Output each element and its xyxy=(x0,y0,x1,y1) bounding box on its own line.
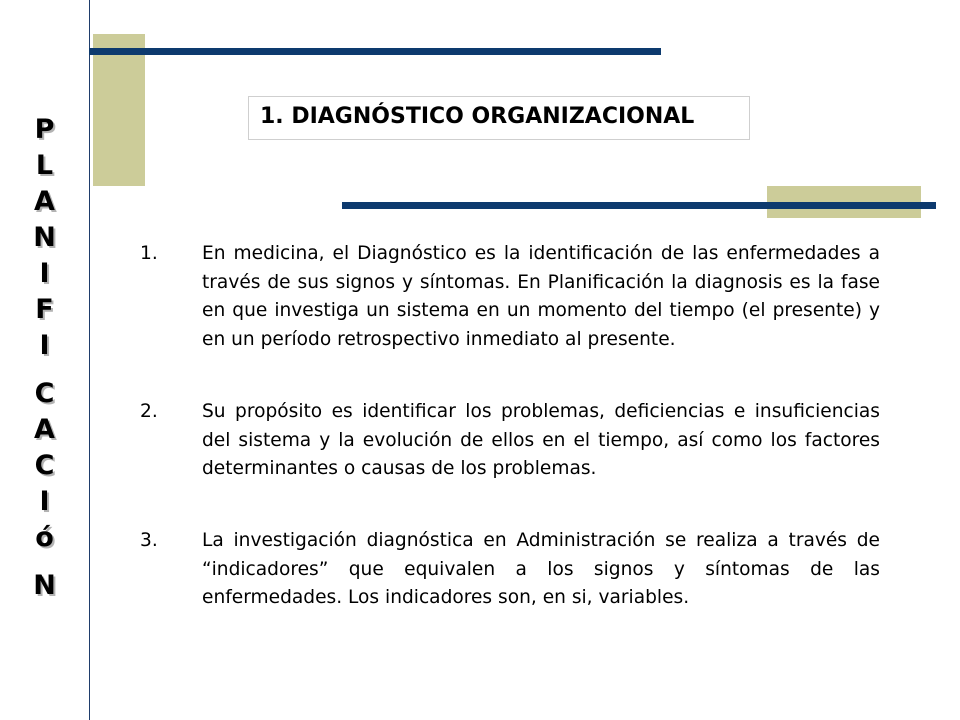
list-item-number: 3. xyxy=(140,530,158,551)
list-item xyxy=(140,398,880,484)
decor-block-left xyxy=(93,34,145,186)
title-box xyxy=(248,96,750,140)
vertical-letter: A xyxy=(34,414,55,445)
list-item xyxy=(140,527,880,613)
vertical-letter: C xyxy=(34,378,55,409)
decor-line-top xyxy=(89,48,661,55)
vertical-letter: I xyxy=(39,330,50,361)
list-item xyxy=(140,240,880,354)
list-item-text: En medicina, el Diagnóstico es la identificación de las enfermedades a través de sus signos y síntomas. En Planificación la diagnosis es la fase en que investiga un sistema en un momento del tiempo (el presente) y en un período retrospectivo inmediato al presente. xyxy=(202,243,880,350)
page-title: 1. DIAGNÓSTICO ORGANIZACIONAL xyxy=(260,104,695,129)
vertical-letter: A xyxy=(34,186,55,217)
list-item-text: La investigación diagnóstica en Administración se realiza a través de “indicadores” que equivalen a los signos y síntomas de las enfermedades. Los indicadores son, en si, variables. xyxy=(202,530,880,609)
vertical-letter: I xyxy=(39,258,50,289)
list-item-number: 2. xyxy=(140,401,158,422)
vertical-letter: N xyxy=(33,570,56,601)
vertical-letter: N xyxy=(33,222,56,253)
list-item-text: Su propósito es identificar los problemas, deficiencias e insuficiencias del sistema y la evolución de ellos en el tiempo, así como los factores determinantes o causas de los problemas. xyxy=(202,401,880,480)
decor-line-middle xyxy=(342,202,936,209)
list-item-number: 1. xyxy=(140,243,158,264)
vertical-letter: I xyxy=(39,486,50,517)
vertical-letter: ó xyxy=(35,522,54,553)
vertical-letter: C xyxy=(34,450,55,481)
vertical-letter: F xyxy=(35,294,54,325)
vertical-letter: P xyxy=(34,114,55,145)
sidebar-panel xyxy=(0,0,90,720)
vertical-letter: L xyxy=(35,150,54,181)
